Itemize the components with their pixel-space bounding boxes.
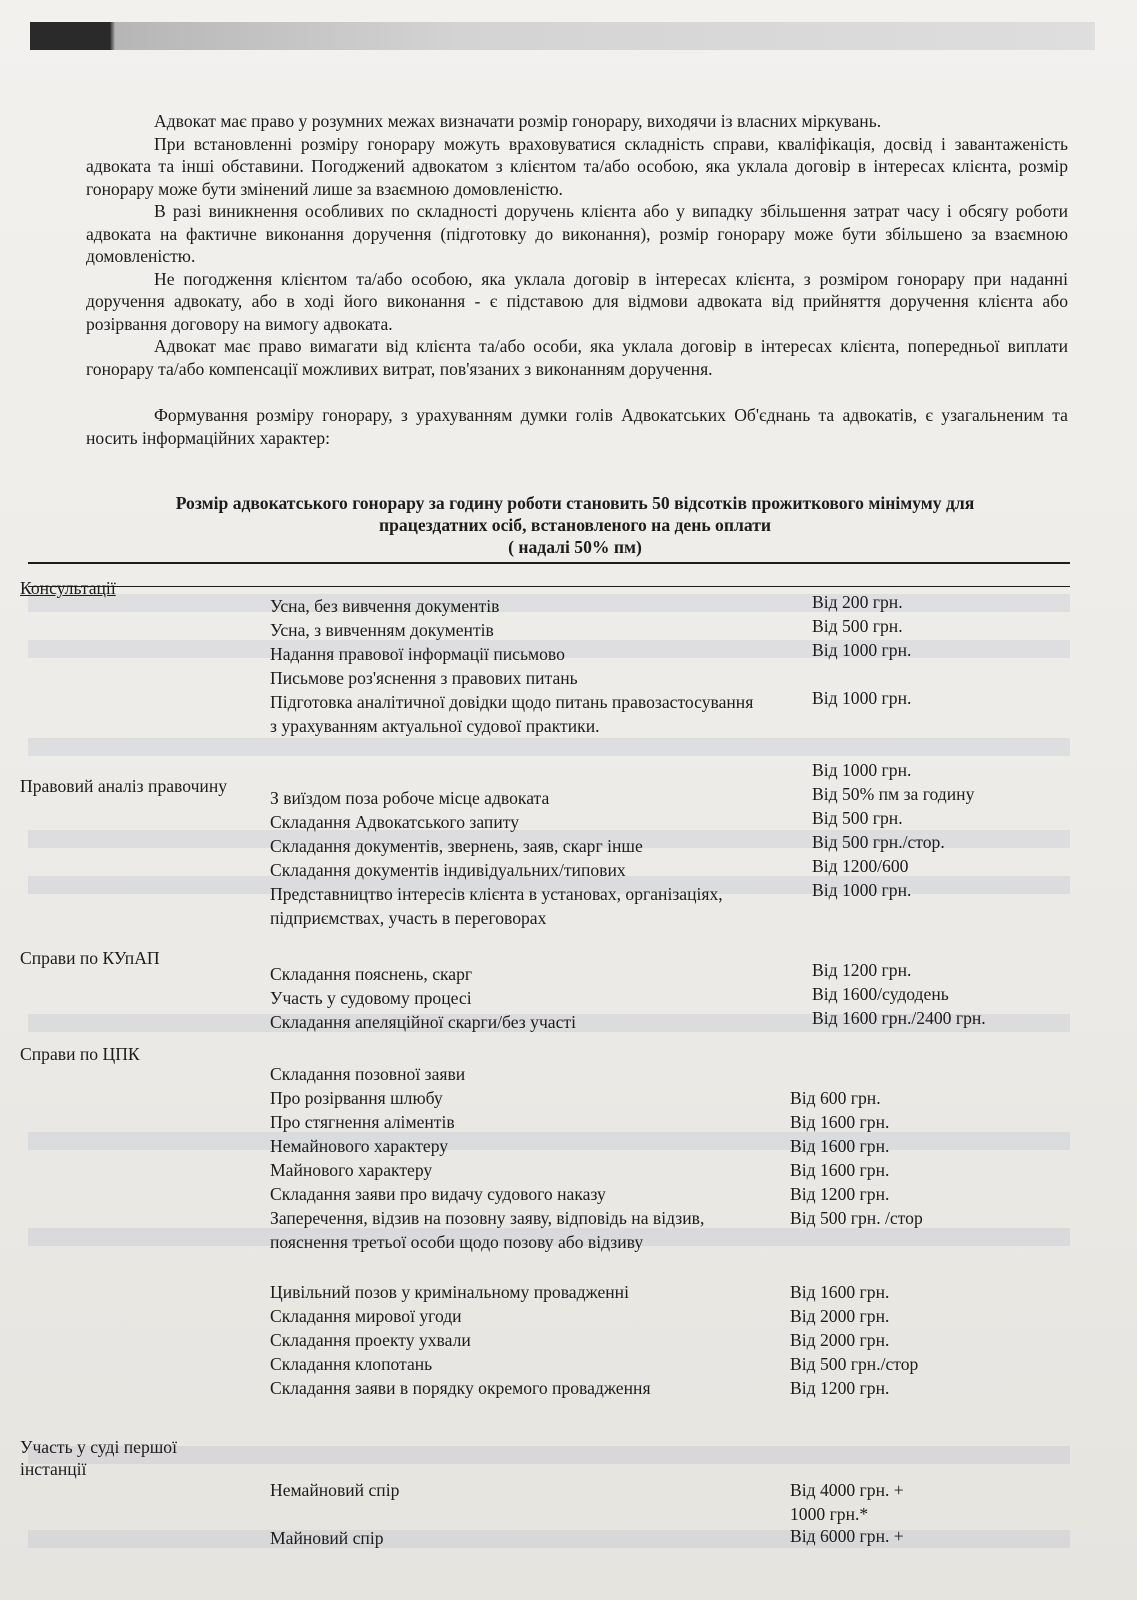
scan-band — [28, 1530, 1070, 1548]
service-item: Складання позовної заяви — [270, 1064, 466, 1084]
service-item: Заперечення, відзив на позовну заяву, відповідь на відзив, пояснення третьої особи щодо позову або відзиву — [270, 1208, 705, 1252]
service-price: Від 500 грн./стор. — [812, 832, 945, 852]
service-item: Немайновий спір — [270, 1480, 400, 1500]
service-item: Складання Адвокатського запиту — [270, 812, 520, 832]
service-item: Складання клопотань — [270, 1354, 433, 1374]
service-item: Немайнового характеру — [270, 1136, 449, 1156]
service-price: Від 1200 грн. — [790, 1184, 890, 1204]
fee-heading-line: працездатних осіб, встановленого на день оплати — [379, 515, 771, 535]
service-price: Від 1600 грн. — [790, 1282, 890, 1302]
category-kupap: Справи по КУпАП — [20, 948, 160, 968]
service-item: Складання заяви в порядку окремого провадження — [270, 1378, 651, 1398]
service-item: Усна, з вивченням документів — [270, 620, 494, 640]
category-consultations: Консультації — [20, 578, 116, 598]
intro-paragraph: Адвокат має право у розумних межах визначати розмір гонорару, виходячи із власних міркувань. — [154, 111, 882, 131]
service-item: Надання правової інформації письмово — [270, 644, 565, 664]
fee-heading — [60, 492, 1090, 558]
service-item: Складання пояснень, скарг — [270, 964, 473, 984]
service-price: Від 1000 грн. — [812, 880, 912, 900]
service-price: Від 1000 грн. — [812, 760, 912, 780]
intro-paragraph: Не погодження клієнтом та/або особою, яка уклала договір в інтересах клієнта, з розміром гонорару при наданні доручення адвокату, або в ході його виконання - є підставою для відмови адвоката від прийняття доручення клієнта або розірвання договору на вимогу адвоката. — [86, 268, 1068, 334]
service-item: Складання апеляційної скарги/без участі — [270, 1012, 576, 1032]
table-header-rule — [28, 586, 1070, 587]
service-price: Від 1600 грн./2400 грн. — [812, 1008, 986, 1028]
service-item: Складання документів індивідуальних/типових — [270, 860, 626, 880]
intro-paragraph: Формування розміру гонорару, з урахуванням думки голів Адвокатських Об'єднань та адвокатів, є узагальненим та носить інформаційних характер: — [86, 405, 1068, 448]
service-price: Від 200 грн. — [812, 592, 903, 612]
service-item: Про стягнення аліментів — [270, 1112, 455, 1132]
service-item: Майновий спір — [270, 1528, 384, 1548]
table-top-rule — [28, 562, 1070, 564]
service-price: Від 6000 грн. + — [790, 1526, 904, 1546]
scan-header-bar — [30, 22, 1095, 50]
service-price: Від 500 грн. — [812, 616, 903, 636]
service-price: Від 4000 грн. + 1000 грн.* — [790, 1480, 904, 1524]
category-first-instance: Участь у суді першої інстанції — [20, 1437, 177, 1479]
service-price: Від 1600 грн. — [790, 1136, 890, 1156]
service-price: Від 500 грн. /стор — [790, 1208, 923, 1228]
service-price: Від 50% пм за годину — [812, 784, 975, 804]
service-item: Складання документів, звернень, заяв, скарг інше — [270, 836, 643, 856]
service-item: Складання заяви про видачу судового наказу — [270, 1184, 606, 1204]
fee-heading-line: ( надалі 50% пм) — [508, 537, 642, 557]
service-item: Складання проекту ухвали — [270, 1330, 471, 1350]
service-price: Від 1000 грн. — [812, 640, 912, 660]
category-cpk: Справи по ЦПК — [20, 1044, 140, 1064]
service-price: Від 1600/судодень — [812, 984, 949, 1004]
service-price: Від 2000 грн. — [790, 1306, 890, 1326]
intro-paragraph: Адвокат має право вимагати від клієнта та/або особи, яка уклала договір в інтересах клієнта, попередньої виплати гонорару та/або компенсації можливих витрат, пов'язаних з виконанням доручення. — [86, 336, 1068, 379]
service-item: Участь у судовому процесі — [270, 988, 472, 1008]
intro-text — [86, 110, 1068, 449]
service-price: Від 1200/600 — [812, 856, 909, 876]
service-item: Письмове роз'яснення з правових питань — [270, 668, 578, 688]
service-item: Про розірвання шлюбу — [270, 1088, 443, 1108]
service-price: Від 1600 грн. — [790, 1112, 890, 1132]
fee-heading-line: Розмір адвокатського гонорару за годину роботи становить 50 відсотків прожиткового мінімуму для — [175, 493, 975, 513]
service-price: Від 500 грн. — [812, 808, 903, 828]
intro-paragraph: При встановленні розміру гонорару можуть враховуватися складність справи, кваліфікація, досвід і завантаженість адвоката та інші обставини. Погоджений адвокатом з клієнтом та/або особою, яка уклала договір в інтересах клієнта, розмір гонорару може бути змінений лише за взаємною домовленістю. — [86, 133, 1068, 199]
service-item: Представництво інтересів клієнта в установах, організаціях, підприємствах, участь в переговорах — [270, 884, 723, 928]
service-item: Цивільний позов у кримінальному провадженні — [270, 1282, 629, 1302]
service-price: Від 1600 грн. — [790, 1160, 890, 1180]
service-item: З виїздом поза робоче місце адвоката — [270, 788, 550, 808]
service-price: Від 2000 грн. — [790, 1330, 890, 1350]
intro-paragraph: В разі виникнення особливих по складності доручень клієнта або у випадку збільшення затрат часу і обсягу роботи адвоката на фактичне виконання доручення (підготовку до виконання), розмір гонорару може бути збільшено за взаємною домовленістю. — [86, 201, 1068, 266]
service-price: Від 1200 грн. — [812, 960, 912, 980]
service-price: Від 500 грн./стор — [790, 1354, 919, 1374]
service-price: Від 600 грн. — [790, 1088, 881, 1108]
scan-band — [28, 738, 1070, 756]
service-price: Від 1000 грн. — [812, 688, 912, 708]
service-item: Майнового характеру — [270, 1160, 433, 1180]
category-legal-analysis: Правовий аналіз правочину — [20, 776, 228, 796]
scan-band — [28, 1132, 1070, 1150]
service-item: Складання мирової угоди — [270, 1306, 462, 1326]
scan-band — [28, 594, 1070, 612]
service-price: Від 1200 грн. — [790, 1378, 890, 1398]
service-item: Підготовка аналітичної довідки щодо питань правозастосування з урахуванням актуальної судової практики. — [270, 692, 754, 736]
service-item: Усна, без вивчення документів — [270, 596, 500, 616]
